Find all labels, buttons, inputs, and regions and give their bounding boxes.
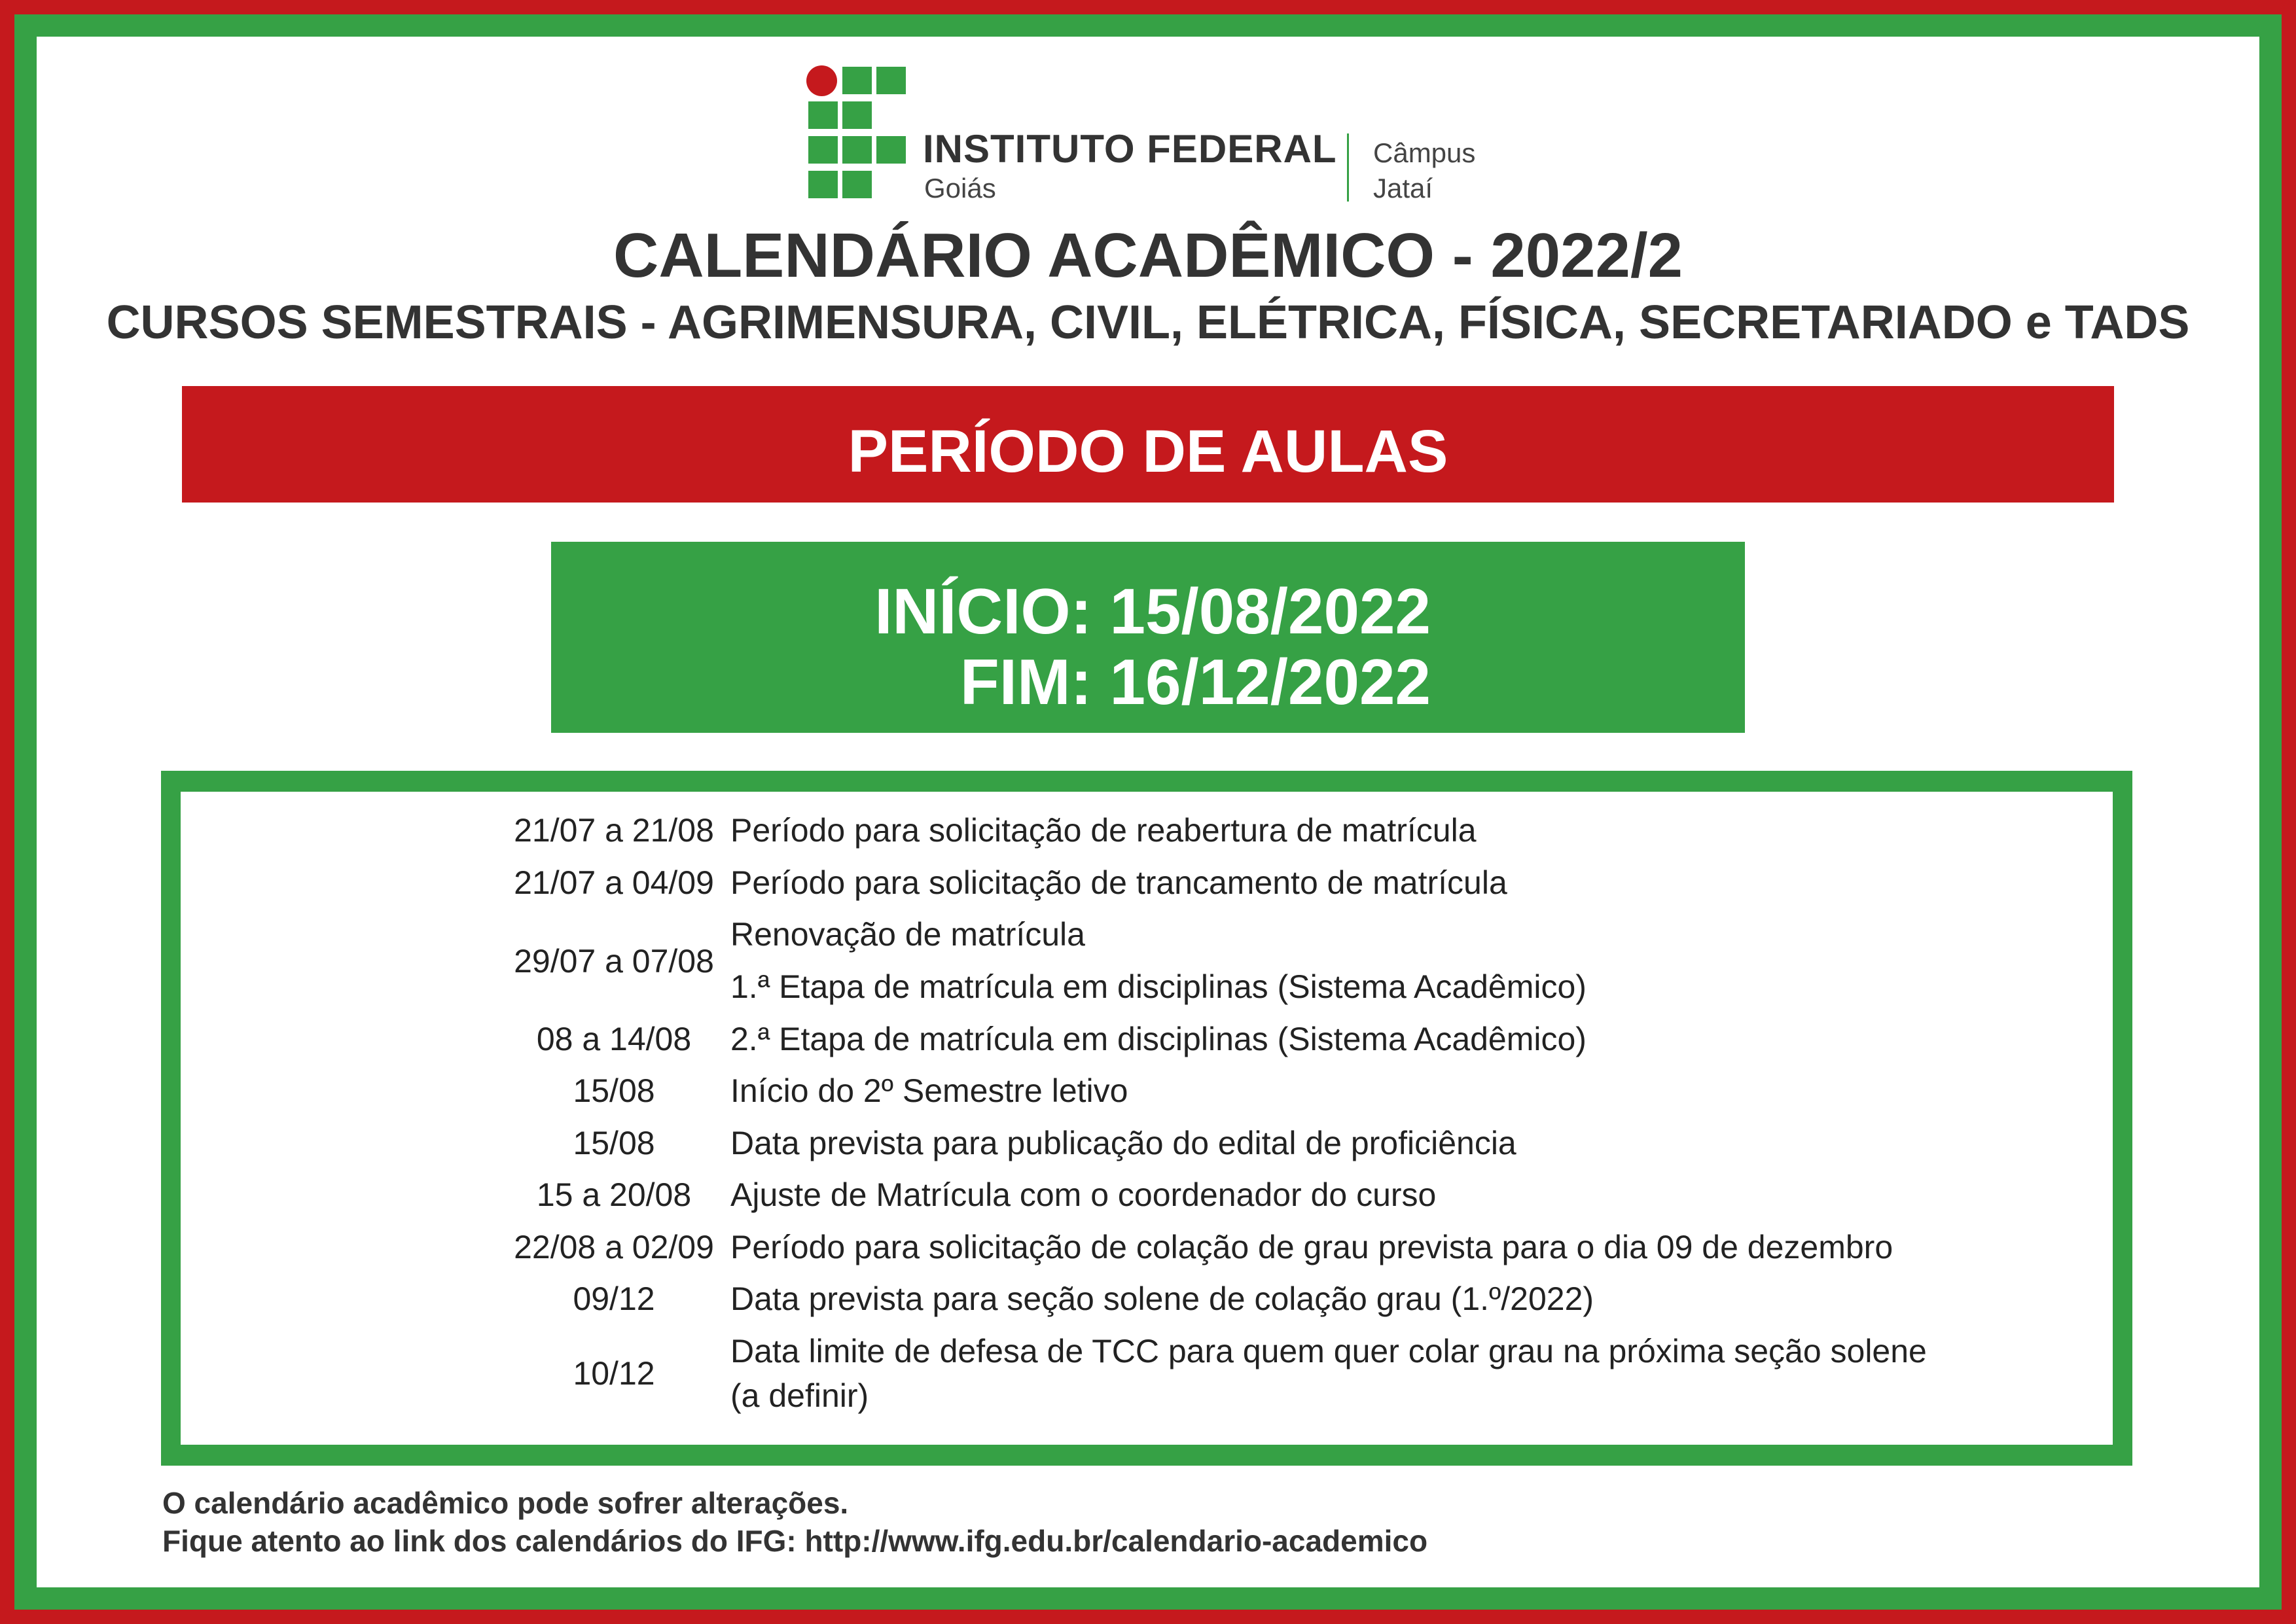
logo-square bbox=[876, 67, 906, 94]
event-description: Renovação de matrícula bbox=[730, 916, 1085, 953]
event-date: 08 a 14/08 bbox=[536, 1021, 692, 1057]
logo-square bbox=[876, 136, 906, 164]
event-date: 15/08 bbox=[573, 1072, 655, 1109]
event-description: Período para solicitação de reabertura de matrícula bbox=[730, 812, 1477, 849]
logo-square bbox=[808, 101, 838, 129]
logo-divider bbox=[1347, 133, 1349, 202]
event-date: 10/12 bbox=[573, 1355, 655, 1392]
event-description: Período para solicitação de trancamento de matrícula bbox=[730, 864, 1507, 901]
event-description: Data prevista para seção solene de colação grau (1.º/2022) bbox=[730, 1280, 1594, 1317]
event-description: Ajuste de Matrícula com o coordenador do curso bbox=[730, 1176, 1437, 1213]
period-end: FIM: 16/12/2022 bbox=[960, 646, 1431, 718]
logo-state: Goiás bbox=[924, 173, 996, 203]
event-description: (a definir) bbox=[730, 1377, 869, 1414]
page-subtitle: CURSOS SEMESTRAIS - AGRIMENSURA, CIVIL, ELÉTRICA, FÍSICA, SECRETARIADO e TADS bbox=[106, 296, 2190, 349]
event-description: Início do 2º Semestre letivo bbox=[730, 1072, 1128, 1109]
event-description: Data limite de defesa de TCC para quem quer colar grau na próxima seção solene bbox=[730, 1333, 1927, 1369]
event-description: Data prevista para publicação do edital de proficiência bbox=[730, 1125, 1516, 1161]
ifg-logo-icon bbox=[806, 65, 908, 200]
event-date: 22/08 a 02/09 bbox=[514, 1229, 714, 1265]
logo-red-dot bbox=[806, 65, 837, 96]
logo-square bbox=[842, 171, 872, 198]
event-description: 1.ª Etapa de matrícula em disciplinas (Sistema Acadêmico) bbox=[730, 968, 1587, 1005]
event-description: Período para solicitação de colação de grau prevista para o dia 09 de dezembro bbox=[730, 1229, 1893, 1265]
events-box-inner bbox=[181, 792, 2113, 1445]
footer-notice: O calendário acadêmico pode sofrer alterações. bbox=[162, 1486, 849, 1520]
footer-link-notice: Fique atento ao link dos calendários do IFG: http://www.ifg.edu.br/calendario-academico bbox=[162, 1524, 1428, 1558]
logo-campus-city: Jataí bbox=[1373, 173, 1433, 203]
event-date: 21/07 a 04/09 bbox=[514, 864, 714, 901]
logo-square bbox=[808, 136, 838, 164]
page-title: CALENDÁRIO ACADÊMICO - 2022/2 bbox=[613, 221, 1683, 291]
event-date: 15 a 20/08 bbox=[536, 1176, 692, 1213]
event-description: 2.ª Etapa de matrícula em disciplinas (Sistema Acadêmico) bbox=[730, 1021, 1587, 1057]
logo-square bbox=[808, 171, 838, 198]
logo-square bbox=[842, 136, 872, 164]
events-box bbox=[161, 771, 2132, 1466]
logo-square bbox=[842, 67, 872, 94]
logo-institution-name: INSTITUTO FEDERAL bbox=[923, 127, 1337, 171]
period-banner-text: PERÍODO DE AULAS bbox=[848, 418, 1448, 485]
logo-campus-label: Câmpus bbox=[1373, 137, 1476, 168]
logo-square bbox=[842, 101, 872, 129]
event-date: 21/07 a 21/08 bbox=[514, 812, 714, 849]
period-banner bbox=[182, 386, 2114, 503]
event-date: 15/08 bbox=[573, 1125, 655, 1161]
event-date: 29/07 a 07/08 bbox=[514, 943, 714, 980]
event-date: 09/12 bbox=[573, 1280, 655, 1317]
period-dates-box bbox=[551, 542, 1745, 733]
period-start: INÍCIO: 15/08/2022 bbox=[874, 575, 1431, 647]
